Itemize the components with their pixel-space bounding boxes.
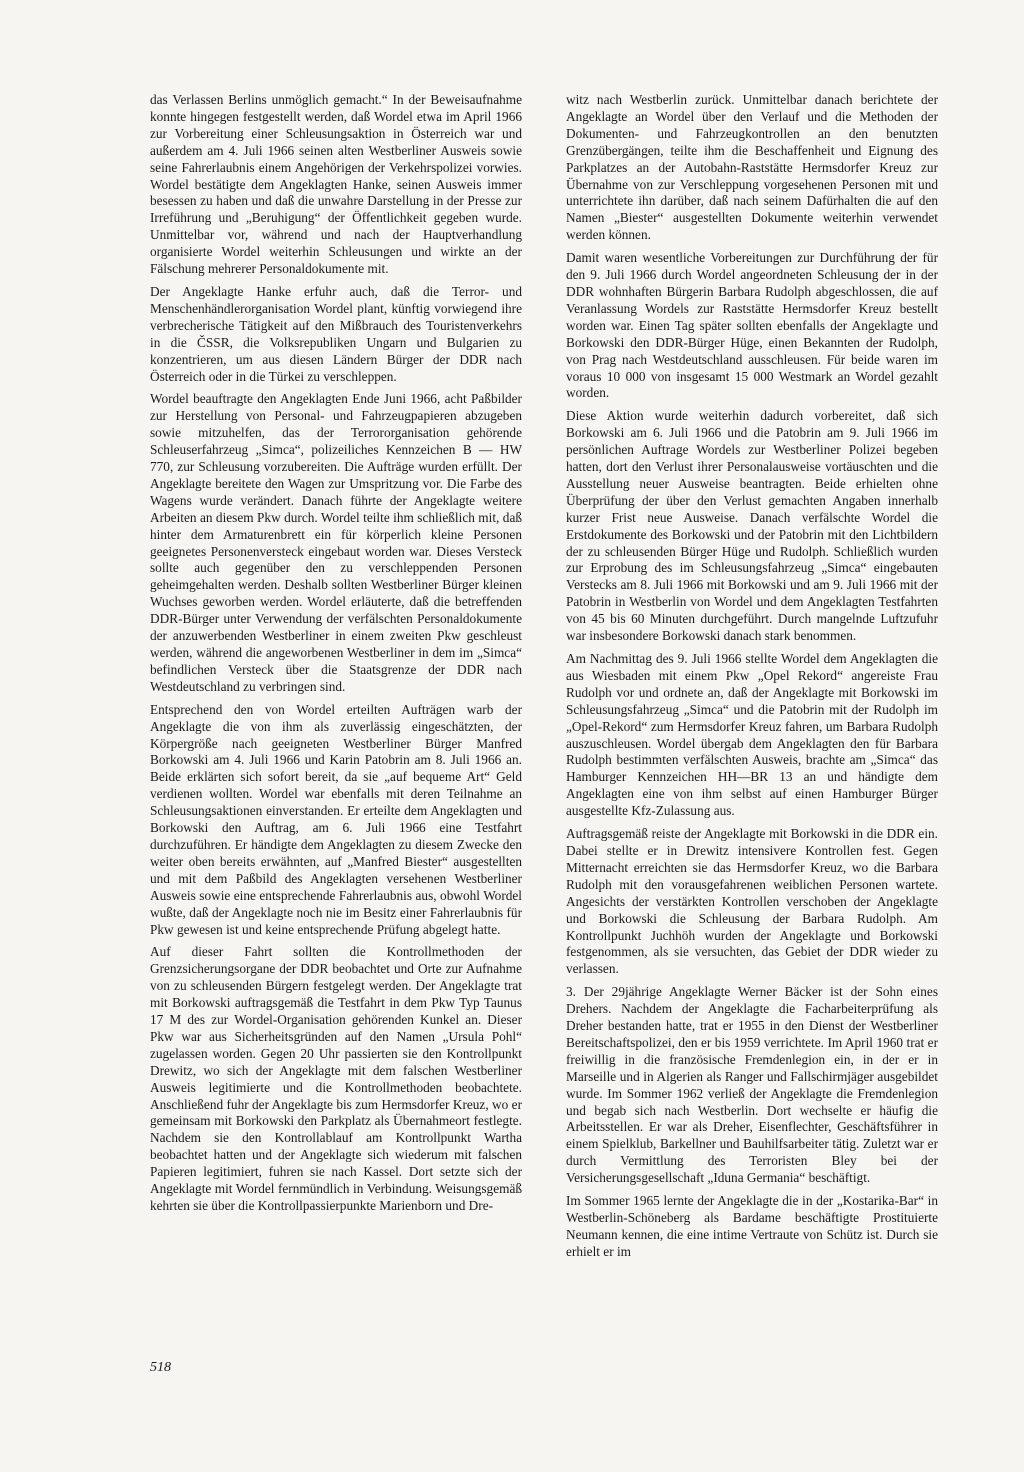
paragraph: Der Angeklagte Hanke erfuhr auch, daß die Terror- und Menschenhändlerorganisation Wordel plant, künftig vorwiegend ihre verbrecherische Tätigkeit auf den Mißbrauch des Touristenverkehrs in die ČSSR, die Volksrepubliken Ungarn und Bulgarien zu konzentrieren, um aus diesen Ländern Bürger der DDR nach Österreich oder in die Türkei zu verschleppen. [150, 283, 522, 384]
paragraph: Auf dieser Fahrt sollten die Kontrollmethoden der Grenzsicherungsorgane der DDR beobachtet und Orte zur Aufnahme von zu schleusenden Bürgern festgelegt werden. Der Angeklagte trat mit Borkowski auftragsgemäß die Testfahrt in dem Pkw Typ Taunus 17 M des zur Wordel-Organisation gehörenden Kunkel an. Dieser Pkw war aus Sicherheitsgründen auf den Namen „Ursula Pohl“ zugelassen worden. Gegen 20 Uhr passierten sie den Kontrollpunkt Drewitz, wo sich der Angeklagte mit dem falschen Westberliner Ausweis legitimierte und die Kontrollmethoden beobachtete. Anschließend fuhr der Angeklagte bis zum Hermsdorfer Kreuz, wo er gemeinsam mit Borkowski den Parkplatz als Übernahmeort festlegte. Nachdem sie den Kontrollablauf am Kontrollpunkt Wartha beobachtet hatten und der Angeklagte sich wiederum mit falschen Papieren legitimiert, fuhren sie nach Kassel. Dort setzte sich der Angeklagte mit Wordel fernmündlich in Verbindung. Weisungsgemäß kehrten sie über die Kontrollpassierpunkte Marienborn und Dre- [150, 944, 522, 1213]
paragraph: das Verlassen Berlins unmöglich gemacht.“ In der Beweisaufnahme konnte hingegen festgestellt werden, daß Wordel etwa im April 1966 zur Vorbereitung einer Schleusungsaktion in Österreich war und außerdem am 4. Juli 1966 seinen alten Westberliner Ausweis sowie seine Fahrerlaubnis einem Angehörigen der Verkehrspolizei vorwies. Wordel bestätigte dem Angeklagten Hanke, seinen Ausweis immer besessen zu haben und daß die unwahre Darstellung in der Presse zur Irreführung und „Beruhigung“ der Öffentlichkeit gegeben wurde. Unmittelbar vor, während und nach der Hauptverhandlung organisierte Wordel weiterhin Schleusungen und wirkte an der Fälschung mehrerer Personaldokumente mit. [150, 92, 522, 277]
paragraph: Im Sommer 1965 lernte der Angeklagte die in der „Kostarika-Bar“ in Westberlin-Schöneberg als Bardame beschäftigte Prostituierte Neumann kennen, die eine intime Vertraute von Schütz ist. Durch sie erhielt er im [566, 1193, 938, 1259]
page-number: 518 [150, 1360, 171, 1375]
paragraph: 3. Der 29jährige Angeklagte Werner Bäcker ist der Sohn eines Drehers. Nachdem der Angeklagte die Facharbeiterprüfung als Dreher bestanden hatte, trat er 1955 in den Dienst der Westberliner Bereitschaftspolizei, den er bis 1959 verrichtete. Im April 1960 trat er freiwillig in die französische Fremdenlegion ein, in der er in Marseille und in Algerien als Ranger und Fallschirmjäger ausgebildet wurde. Im Sommer 1962 verließ der Angeklagte die Fremdenlegion und begab sich nach Westberlin. Dort wechselte er häufig die Arbeitsstellen. Er war als Dreher, Eisenflechter, Geschäftsführer in einem Spielklub, Barkellner und Bauhilfsarbeiter tätig. Zuletzt war er durch Vermittlung des Terroristen Bley bei der Versicherungsgesellschaft „Iduna Germania“ beschäftigt. [566, 984, 938, 1186]
paragraph: Am Nachmittag des 9. Juli 1966 stellte Wordel dem Angeklagten die aus Wiesbaden mit einem Pkw „Opel Rekord“ angereiste Frau Rudolph vor und ordnete an, daß der Angeklagte mit Borkowski im Schleusungsfahrzeug „Simca“ und die Patobrin mit der Rudolph im „Opel-Rekord“ zum Hermsdorfer Kreuz fahren, um Barbara Rudolph auszuschleusen. Wordel übergab dem Angeklagten den für Barbara Rudolph bestimmten verfälschten Ausweis, brachte am „Simca“ das Hamburger Kennzeichen HH—BR 13 an und händigte dem Angeklagten eine von ihm selbst auf einen Hamburger Bürger ausgestellte Kfz-Zulassung aus. [566, 651, 938, 819]
right-column [566, 92, 938, 1267]
paragraph: Damit waren wesentliche Vorbereitungen zur Durchführung der für den 9. Juli 1966 durch Wordel angeordneten Schleusung der in der DDR wohnhaften Bürgerin Barbara Rudolph abgeschlossen, die auf Veranlassung Wordels zur Raststätte Hermsdorfer Kreuz bestellt worden war. Einen Tag später sollten ebenfalls der Angeklagte und Borkowski den DDR-Bürger Hüge, einen Bekannten der Rudolph, von Prag nach Westdeutschland ausschleusen. Für beide waren im voraus 10 000 von insgesamt 15 000 Westmark an Wordel gezahlt worden. [566, 250, 938, 401]
paragraph: Diese Aktion wurde weiterhin dadurch vorbereitet, daß sich Borkowski am 6. Juli 1966 und die Patobrin am 9. Juli 1966 im persönlichen Auftrage Wordels zur Westberliner Polizei begeben hatten, dort den Verlust ihrer Personalausweise vortäuschten und die Ausstellung neuer Ausweise beantragten. Beide erhielten ohne Überprüfung der über den Verlust gemachten Angaben innerhalb kurzer Frist neue Ausweise. Danach verfälschte Wordel die Erstdokumente des Borkowski und der Patobrin mit den Lichtbildern der zu schleusenden Bürger Hüge und Rudolph. Schließlich wurden zur Erprobung des im Schleusungsfahrzeug „Simca“ eingebauten Verstecks am 8. Juli 1966 mit Borkowski und am 9. Juli 1966 mit der Patobrin in Westberlin von Wordel und dem Angeklagten Testfahrten von 45 bis 60 Minuten durchgeführt. Durch mangelnde Luftzufuhr war insbesondere Borkowski danach stark benommen. [566, 408, 938, 644]
paragraph: Entsprechend den von Wordel erteilten Aufträgen warb der Angeklagte die von ihm als zuverlässig eingeschätzten, der Körpergröße nach geeigneten Westberliner Bürger Manfred Borkowski am 4. Juli 1966 und Karin Patobrin am 8. Juli 1966 an. Beide erklärten sich sofort bereit, da sie „auf bequeme Art“ Geld verdienen wollten. Wordel war ebenfalls mit deren Teilnahme an Schleusungsaktionen einverstanden. Er erteilte dem Angeklagten und Borkowski den Auftrag, am 6. Juli 1966 eine Testfahrt durchzuführen. Er händigte dem Angeklagten zu diesem Zwecke den weiter oben bereits erwähnten, auf „Manfred Biester“ ausgestellten und mit dem Paßbild des Angeklagten versehenen Westberliner Ausweis sowie eine entsprechende Fahrerlaubnis aus, obwohl Wordel wußte, daß der Angeklagte noch nie im Besitz einer Fahrerlaubnis für Pkw gewesen ist und keine entsprechende Prüfung abgelegt hatte. [150, 701, 522, 937]
paragraph: Auftragsgemäß reiste der Angeklagte mit Borkowski in die DDR ein. Dabei stellte er in Drewitz intensivere Kontrollen fest. Gegen Mitternacht erreichten sie das Hermsdorfer Kreuz, wo die Barbara Rudolph mit den vorausgefahrenen weiblichen Personen wartete. Angesichts der verstärkten Kontrollen verschoben der Angeklagte und Borkowski die Schleusung der Barbara Rudolph. Am Kontrollpunkt Juchhöh wurden der Angeklagte und Borkowski festgenommen, als sie versuchten, das Gebiet der DDR wieder zu verlassen. [566, 826, 938, 977]
left-column [150, 92, 522, 1221]
paragraph: Wordel beauftragte den Angeklagten Ende Juni 1966, acht Paßbilder zur Herstellung von Personal- und Fahrzeugpapieren abzugeben sowie mitzuhelfen, das der Terrororganisation gehörende Schleuserfahrzeug „Simca“, polizeiliches Kennzeichen B — HW 770, zur Schleusung vorzubereiten. Die Aufträge wurden erfüllt. Der Angeklagte bereitete den Wagen zur Umspritzung vor. Die Farbe des Wagens wurde verändert. Danach führte der Angeklagte weitere Arbeiten an diesem Pkw durch. Wordel teilte ihm schließlich mit, daß hinter dem Armaturenbrett ein für körperlich kleine Personen geeignetes Personenversteck eingebaut worden war. Dieses Versteck sollte auch gegenüber den zu verschleppenden Personen geheimgehalten werden. Deshalb sollten Westberliner Bürger kleinen Wuchses geworben werden. Wordel erläuterte, daß die betreffenden DDR-Bürger unter Verwendung der verfälschten Personaldokumente der anzuwerbenden Westberliner in einem zweiten Pkw geschleust werden, während die angeworbenen Westberliner in dem im „Simca“ befindlichen Versteck über die Staatsgrenze der DDR nach Westdeutschland zu verbringen sind. [150, 391, 522, 694]
paragraph: witz nach Westberlin zurück. Unmittelbar danach berichtete der Angeklagte an Wordel über den Verlauf und die Methoden der Dokumenten- und Fahrzeugkontrollen an den benutzten Grenzübergängen, teilte ihm die Beschaffenheit und Eignung des Parkplatzes an der Autobahn-Raststätte Hermsdorfer Kreuz zur Übernahme von zur Verschleppung vorgesehenen Personen mit und unterrichtete ihn darüber, daß nach seinem Dafürhalten die auf den Namen „Biester“ ausgestellten Dokumente weiterhin verwendet werden können. [566, 92, 938, 243]
